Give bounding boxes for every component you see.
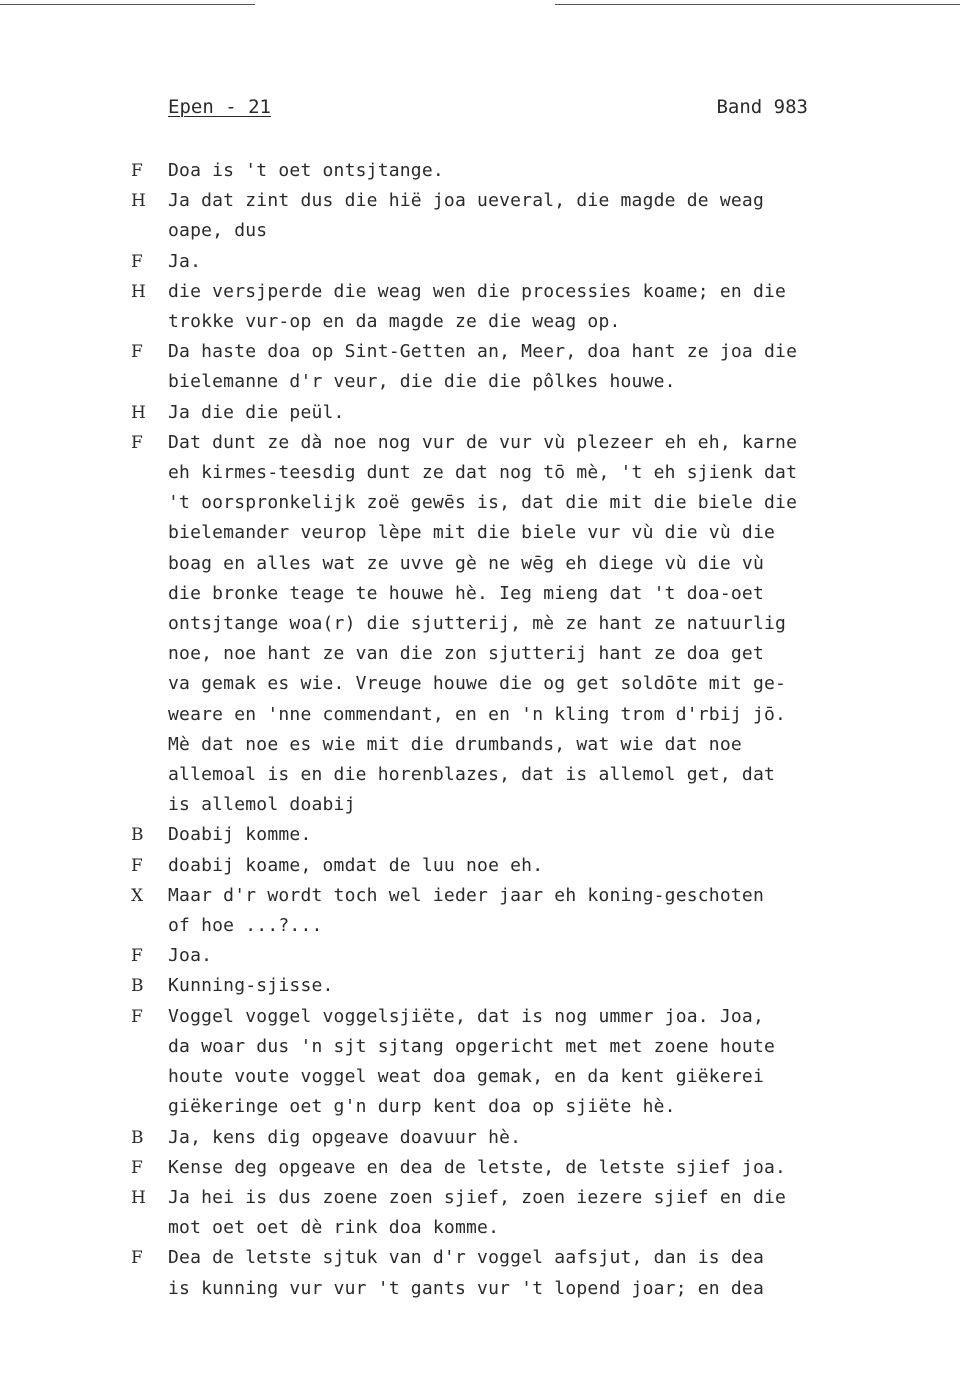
utterance-text: Kunning-sjisse.: [168, 975, 334, 997]
utterance-text: Voggel voggel voggelsjiëte, dat is nog ummer joa. Joa, da woar dus 'n sjt sjtang opgericht met met zoene houte houte voute voggel weat doa gemak, en da kent giëkerei giëkeringe oet g'n durp kent doa op sjiëte hè.: [168, 1005, 776, 1118]
band-number: Band 983: [716, 96, 808, 118]
utterance-text: Ja dat zint dus die hië joa ueveral, die magde de weag oape, dus: [168, 190, 764, 242]
speaker-label: B: [131, 1127, 144, 1148]
utterance-text: Maar d'r wordt toch wel ieder jaar eh koning-geschoten of hoe ...?...: [168, 884, 764, 937]
speaker-label: X: [131, 885, 144, 906]
transcript-turn: [0, 337, 960, 397]
speaker-label: F: [131, 1006, 143, 1027]
transcript-turn: [0, 247, 960, 277]
utterance-text: Da haste doa op Sint-Getten an, Meer, doa hant ze joa die bielemanne d'r veur, die die die pôlkes houwe.: [168, 341, 798, 393]
transcript-turn: [0, 1002, 960, 1123]
top-rule-right: [555, 4, 960, 5]
transcript-turn: [0, 851, 960, 881]
utterance-text: Dat dunt ze dà noe nog vur de vur vù plezeer eh eh, karne eh kirmes-teesdig dunt ze dat nog tō mè, 't eh sjienk dat 't oorspronkelijk zoë gewēs is, dat die mit die biele die bielemander veurop lèpe mit die biele vur vù die vù die boag en alles wat ze uvve gè ne wēg eh diege vù die vù die bronke teage te houwe hè. Ieg mieng dat 't doa-oet ontsjtange woa(r) die sjutterij, mè ze hant ze natuurlig noe, noe hant ze van die zon sjutterij hant ze doa get va gemak es wie. Vreuge houwe die og get soldōte mit ge- weare en 'nne commendant, en en 'n kling trom d'rbij jō. Mè dat noe es wie mit die drumbands, wat wie dat noe allemoal is en die horenblazes, dat is allemol get, dat is allemol doabij: [168, 431, 798, 816]
utterance-text: doabij koame, omdat de luu noe eh.: [168, 854, 544, 876]
utterance-text: Ja die die peül.: [168, 401, 345, 423]
transcript-turn: [0, 820, 960, 850]
transcript-turn: [0, 1243, 960, 1303]
page-location-number: Epen - 21: [168, 96, 271, 118]
speaker-label: H: [131, 281, 146, 302]
speaker-label: F: [131, 1248, 143, 1269]
utterance-text: Doa is 't oet ontsjtange.: [168, 160, 444, 181]
speaker-label: B: [131, 825, 144, 846]
utterance-text: Ja hei is dus zoene zoen sjief, zoen iezere sjief en die mot oet oet dè rink doa komme.: [168, 1186, 787, 1239]
speaker-label: F: [131, 432, 143, 453]
utterance-text: Doabij komme.: [168, 824, 312, 846]
speaker-label: F: [131, 946, 143, 967]
utterance-text: Kense deg opgeave en dea de letste, de letste sjief joa.: [168, 1156, 787, 1178]
transcript-body: [0, 156, 960, 1304]
speaker-label: H: [131, 191, 146, 212]
transcript-turn: [0, 1183, 960, 1243]
transcript-turn: [0, 277, 960, 337]
speaker-label: B: [131, 976, 144, 997]
transcript-turn: [0, 1123, 960, 1153]
speaker-label: F: [131, 1157, 143, 1178]
top-rule-left: [0, 4, 255, 5]
transcript-turn: [0, 971, 960, 1001]
speaker-label: F: [131, 855, 143, 876]
utterance-text: Ja.: [168, 250, 202, 272]
speaker-label: F: [131, 251, 143, 272]
transcript-turn: [0, 428, 960, 821]
speaker-label: F: [131, 161, 143, 181]
speaker-label: H: [131, 402, 146, 423]
utterance-text: Dea de letste sjtuk van d'r voggel aafsjut, dan is dea is kunning vur vur 't gants vur 't lopend joar; en dea: [168, 1247, 764, 1299]
speaker-label: H: [131, 1187, 146, 1208]
transcript-turn: [0, 186, 960, 246]
transcript-turn: [0, 1153, 960, 1183]
page-header: [168, 96, 808, 124]
utterance-text: die versjperde die weag wen die processies koame; en die trokke vur-op en da magde ze die weag op.: [168, 280, 787, 333]
transcript-turn: [0, 156, 960, 186]
speaker-label: F: [131, 342, 143, 363]
utterance-text: Joa.: [168, 945, 213, 967]
transcript-turn: [0, 881, 960, 941]
transcript-turn: [0, 398, 960, 428]
transcript-turn: [0, 941, 960, 971]
utterance-text: Ja, kens dig opgeave doavuur hè.: [168, 1126, 522, 1148]
